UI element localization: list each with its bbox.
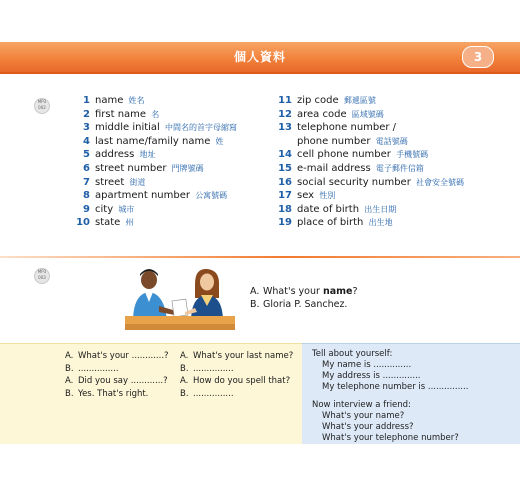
vocab-item-continued: phone number 電話號碼 — [297, 135, 408, 147]
vocabulary-list-right — [268, 94, 464, 230]
vocab-item: 2 first name 名 — [83, 108, 160, 120]
vocab-item: 12 area code 區域號碼 — [278, 108, 384, 120]
vocab-item: 16 social security number 社會安全號碼 — [278, 176, 465, 188]
tell-about-yourself — [312, 349, 468, 444]
vocab-item: 9 city 城市 — [83, 203, 135, 215]
vocab-item: 3 middle initial 中間名的首字母縮寫 — [83, 122, 238, 134]
counter-conversation-illustration — [125, 262, 235, 330]
interview-line: What's your telephone number? — [322, 433, 459, 443]
vocab-item: 5 address 地址 — [83, 149, 156, 161]
practice-dialog-right — [180, 350, 293, 400]
practice-line: B. ............... — [180, 363, 234, 374]
vocab-item: 13 telephone number / — [278, 122, 397, 134]
tell-line: My address is .............. — [322, 371, 421, 381]
practice-line: B. Yes. That's right. — [65, 388, 149, 399]
vocab-item: 10 state 州 — [76, 217, 134, 229]
page-number-badge: 3 — [462, 46, 494, 68]
tell-line: My telephone number is ............... — [322, 382, 469, 392]
vocab-item: 6 street number 門牌號碼 — [83, 162, 204, 174]
section-divider — [0, 256, 520, 258]
dialog-line-b: B. Gloria P. Sanchez. — [250, 299, 348, 310]
vocab-item: 11 zip code 郵遞區號 — [278, 95, 376, 106]
practice-line: B. ............... — [180, 388, 234, 399]
vocab-item: 8 apartment number 公寓號碼 — [83, 190, 228, 202]
vocab-item: 19 place of birth 出生地 — [278, 217, 393, 229]
dialog-line-a: A. What's your name? — [250, 286, 358, 297]
vocab-item: 15 e-mail address 電子郵件信箱 — [278, 162, 424, 174]
audio-track-icon[interactable]: MP3 003 — [34, 268, 50, 284]
vocab-item: 1 name 姓名 — [83, 95, 145, 106]
model-dialog — [250, 285, 358, 311]
practice-line: B. ............... — [65, 363, 119, 374]
interview-line: What's your address? — [322, 422, 414, 432]
chapter-header — [0, 42, 520, 74]
practice-line: A. What's your ............? — [65, 351, 169, 361]
vocab-item: 17 sex 性別 — [278, 190, 336, 202]
interview-heading: Now interview a friend: — [312, 400, 411, 410]
practice-line: A. What's your last name? — [180, 351, 294, 361]
chapter-title: 個人資料 — [233, 50, 286, 64]
vocab-item: 7 street 街道 — [83, 176, 146, 188]
interview-line: What's your name? — [322, 411, 405, 421]
tell-heading: Tell about yourself: — [312, 349, 393, 359]
practice-line: A. Did you say ............? — [65, 376, 168, 386]
audio-track-icon[interactable]: MP3 002 — [34, 98, 50, 114]
tell-line: My name is .............. — [322, 360, 412, 370]
vocabulary-list-left — [70, 94, 237, 230]
practice-dialog-left — [65, 350, 169, 400]
vocab-item: 18 date of birth 出生日期 — [278, 203, 397, 215]
vocab-item: 4 last name/family name 姓 — [83, 135, 224, 147]
vocab-item: 14 cell phone number 手機號碼 — [278, 149, 429, 161]
practice-line: A. How do you spell that? — [180, 376, 291, 386]
